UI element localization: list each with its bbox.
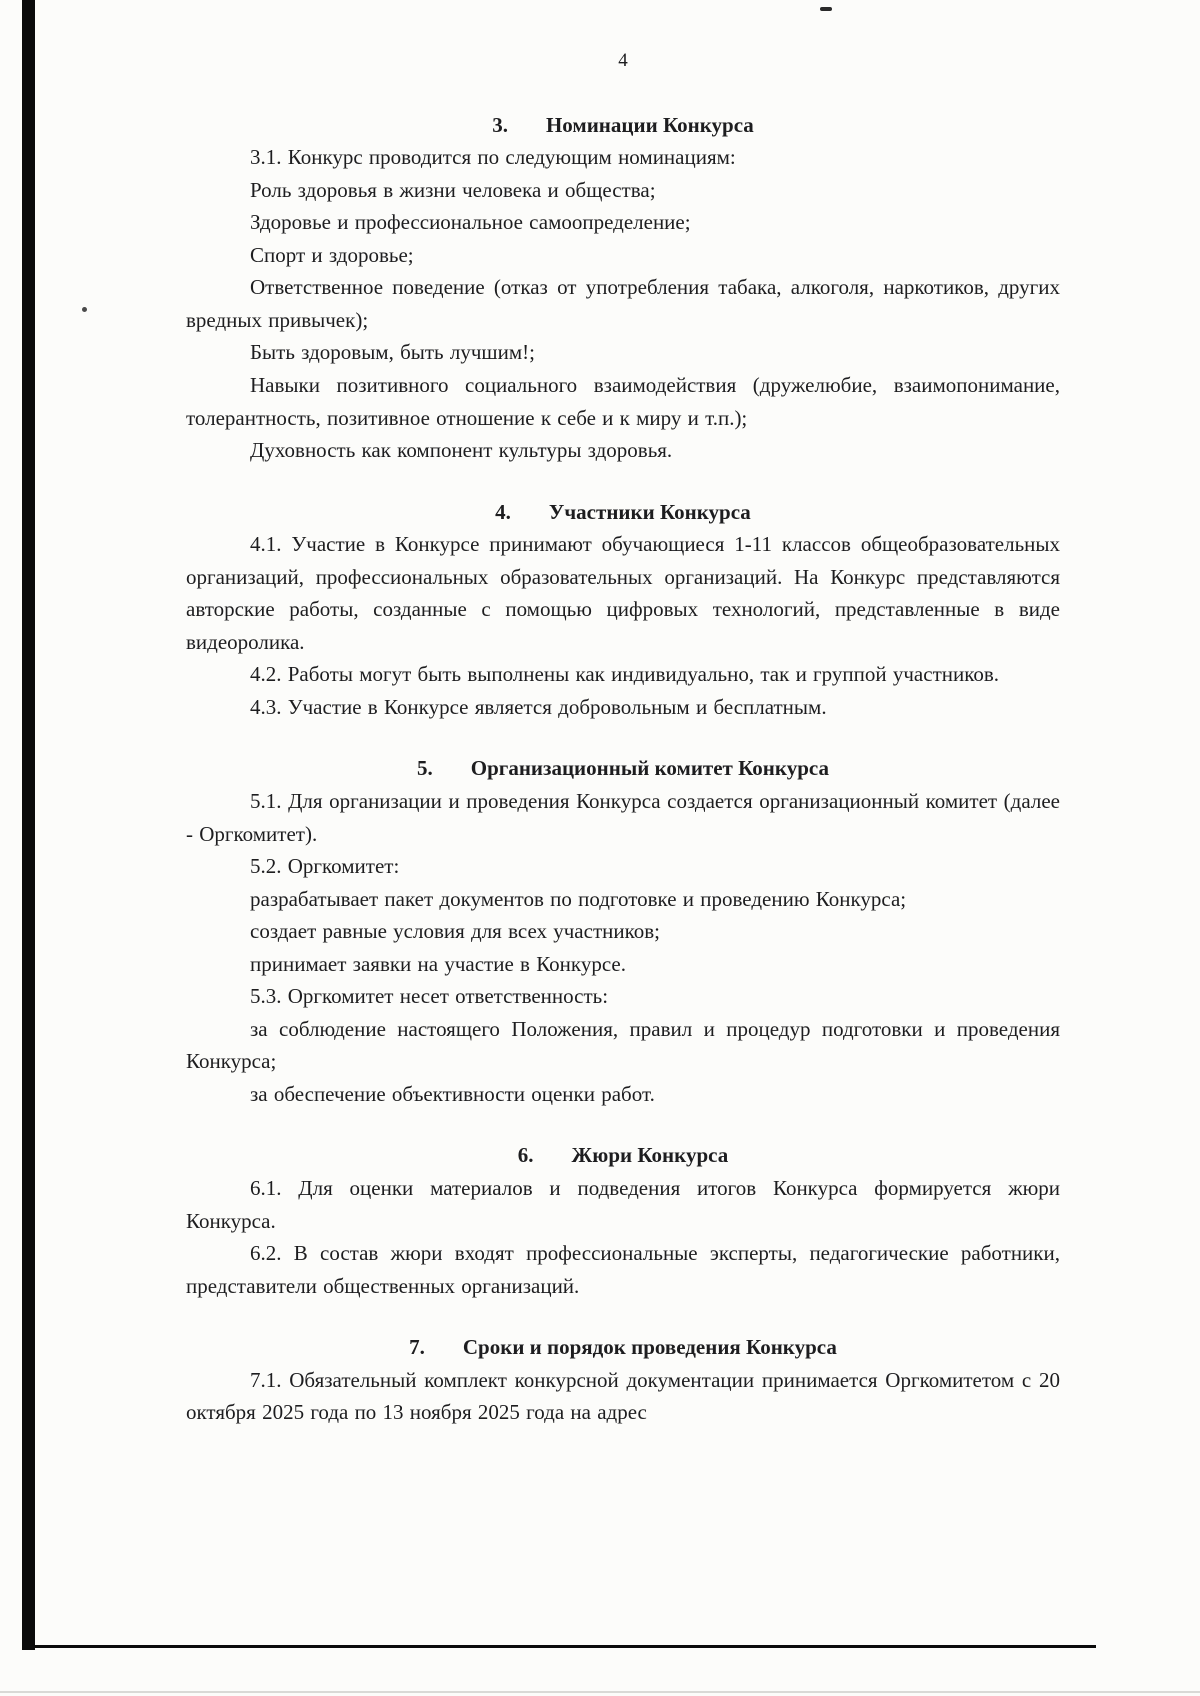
paragraph: создает равные условия для всех участников;	[250, 919, 660, 944]
section-heading	[186, 1331, 1060, 1364]
paragraph: 4.3. Участие в Конкурсе является добровольным и бесплатным.	[250, 694, 827, 719]
paragraph: за обеспечение объективности оценки работ.	[250, 1081, 655, 1106]
section-number: 4.	[495, 499, 511, 524]
paragraph: Навыки позитивного социального взаимодействия (дружелюбие, взаимопонимание, толерантность, позитивное отношение к себе и к миру и т.п.);	[186, 372, 1060, 430]
paragraph: 5.1. Для организации и проведения Конкурса создается организационный комитет (далее - Оргкомитет).	[186, 788, 1060, 846]
section-number: 6.	[517, 1143, 534, 1168]
paragraph: 4.2. Работы могут быть выполнены как индивидуально, так и группой участников.	[250, 662, 1000, 687]
paragraph: Роль здоровья в жизни человека и общества;	[250, 177, 656, 202]
paragraph: 3.1. Конкурс проводится по следующим номинациям:	[250, 145, 736, 170]
paragraph: 5.2. Оргкомитет:	[250, 854, 400, 879]
paragraph: Духовность как компонент культуры здоровья.	[250, 438, 673, 463]
paragraph: 6.1. Для оценки материалов и подведения итогов Конкурса формируется жюри Конкурса.	[186, 1176, 1060, 1233]
section-title: Номинации Конкурса	[545, 112, 754, 137]
scan-artifact-top-right-mark	[820, 7, 832, 11]
section-jury	[186, 1139, 1060, 1302]
section-terms-and-procedure	[186, 1331, 1060, 1429]
section-title: Участники Конкурса	[548, 499, 751, 524]
paragraph: за соблюдение настоящего Положения, правил и процедур подготовки и проведения Конкурса;	[186, 1016, 1060, 1074]
paragraph: Спорт и здоровье;	[250, 242, 414, 267]
section-number: 7.	[409, 1335, 425, 1360]
paragraph: принимает заявки на участие в Конкурсе.	[250, 951, 626, 976]
scan-artifact-left-bar	[22, 0, 35, 1650]
section-title: Сроки и порядок проведения Конкурса	[462, 1335, 837, 1360]
paragraph: Здоровье и профессиональное самоопределение;	[250, 210, 691, 235]
paragraph: 4.1. Участие в Конкурсе принимают обучающиеся 1-11 классов общеобразовательных организаций, профессиональных образовательных организаций. На Конкурс представляются авторские работы, созданные с помощью цифровых технологий, представленные в виде видеоролика.	[186, 532, 1060, 654]
paragraph: 6.2. В состав жюри входят профессиональные эксперты, педагогические работники, представители общественных организаций.	[186, 1241, 1060, 1298]
section-heading	[186, 109, 1060, 142]
section-organizing-committee	[186, 752, 1060, 1110]
section-heading	[186, 496, 1060, 529]
scan-artifact-bottom-line	[22, 1645, 1096, 1648]
section-number: 3.	[492, 112, 508, 137]
section-heading	[186, 752, 1060, 785]
paragraph: Быть здоровым, быть лучшим!;	[250, 340, 535, 365]
section-heading	[186, 1139, 1060, 1172]
section-number: 5.	[417, 756, 433, 781]
section-nominations	[186, 109, 1060, 467]
section-title: Жюри Конкурса	[571, 1143, 729, 1168]
scan-artifact-bottom-edge	[0, 1691, 1200, 1693]
page-number: 4	[618, 50, 628, 71]
paragraph: Ответственное поведение (отказ от употребления табака, алкоголя, наркотиков, других вредных привычек);	[186, 275, 1060, 332]
section-participants	[186, 496, 1060, 724]
scan-artifact-left-dot	[82, 307, 87, 312]
section-title: Организационный комитет Конкурса	[470, 756, 829, 781]
paragraph: 7.1. Обязательный комплект конкурсной документации принимается Оргкомитетом с 20 октября 2025 года по 13 ноября 2025 года на адрес	[186, 1367, 1060, 1425]
paragraph: разрабатывает пакет документов по подготовке и проведению Конкурса;	[250, 886, 907, 911]
paragraph: 5.3. Оргкомитет несет ответственность:	[250, 984, 609, 1009]
